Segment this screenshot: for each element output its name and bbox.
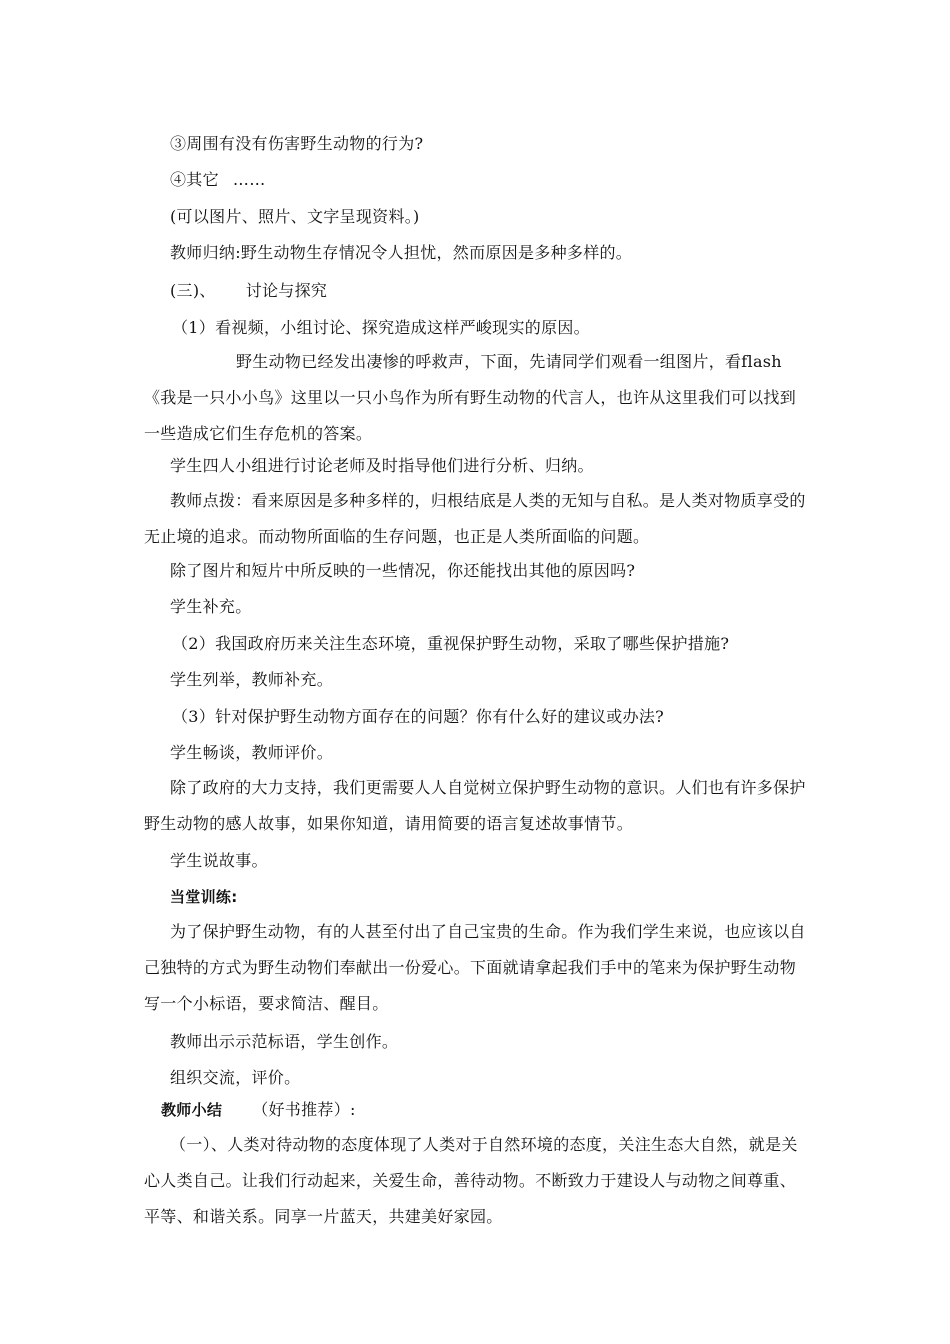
student-list-line: 学生列举，教师补充。 [170,670,334,689]
teacher-tip-paragraph: 教师点拨：看来原因是多种多样的，归根结底是人类的无知与自私。是人类对物质享受的无止境的追求。而动物所面临的生存问题，也正是人类所面临的问题。 [144,491,806,546]
student-story-line: 学生说故事。 [170,851,268,870]
step-3: （3）针对保护野生动物方面存在的问题？你有什么好的建议或办法? [172,707,665,726]
conclusion-paragraph: （一）、人类对待动物的态度体现了人类对于自然环境的态度，关注生态大自然，就是关心人类自己。让我们行动起来，关爱生命，善待动物。不断致力于建设人与动物之间尊重、平等、和谐关系。同享一片蓝天，共建美好家园。 [144,1135,798,1226]
group-discussion-line: 学生四人小组进行讨论老师及时指导他们进行分析、归纳。 [170,456,594,475]
practice-heading: 当堂训练: [170,888,238,906]
student-add-line: 学生补充。 [170,597,252,616]
teacher-summary-line: 教师归纳:野生动物生存情况令人担忧，然而原因是多种多样的。 [170,243,633,262]
teacher-demo-line: 教师出示示范标语，学生创作。 [170,1032,399,1051]
item-3: ③周围有没有伤害野生动物的行为? [170,134,424,153]
step-2: （2）我国政府历来关注生态环境，重视保护野生动物，采取了哪些保护措施? [172,634,730,653]
intro-paragraph: 野生动物已经发出凄惨的呼救声，下面，先请同学们观看一组图片，看flash《我是一只小小鸟》这里以一只小鸟作为所有野生动物的代言人，也许从这里我们可以找到一些造成它们生存危机的答案。 [144,352,797,443]
teacher-conclusion-heading [161,1100,356,1120]
government-support-paragraph: 除了政府的大力支持，我们更需要人人自觉树立保护野生动物的意识。人们也有许多保护野生动物的感人故事，如果你知道，请用简要的语言复述故事情节。 [144,778,806,833]
step-1: （1）看视频，小组讨论、探究造成这样严峻现实的原因。 [172,318,590,337]
note-line: (可以图片、照片、文字呈现资料。) [170,207,420,226]
organize-line: 组织交流，评价。 [170,1068,301,1087]
section-3-number: (三)、 [170,281,216,300]
student-talk-line: 学生畅谈，教师评价。 [170,743,334,762]
item-4-label: ④其它 [170,170,219,189]
section-3-title: 讨论与探究 [245,281,328,300]
conclusion-heading-sub: （好书推荐）: [252,1100,356,1119]
other-reasons-line: 除了图片和短片中所反映的一些情况，你还能找出其他的原因吗? [170,561,636,580]
conclusion-heading-label: 教师小结 [161,1101,223,1119]
item-4 [170,170,266,190]
item-4-ellipsis: …… [232,170,266,189]
section-3-heading [170,281,327,301]
practice-paragraph: 为了保护野生动物，有的人甚至付出了自己宝贵的生命。作为我们学生来说，也应该以自己独特的方式为野生动物们奉献出一份爱心。下面就请拿起我们手中的笔来为保护野生动物写一个小标语，要求简洁、醒目。 [144,922,806,1013]
